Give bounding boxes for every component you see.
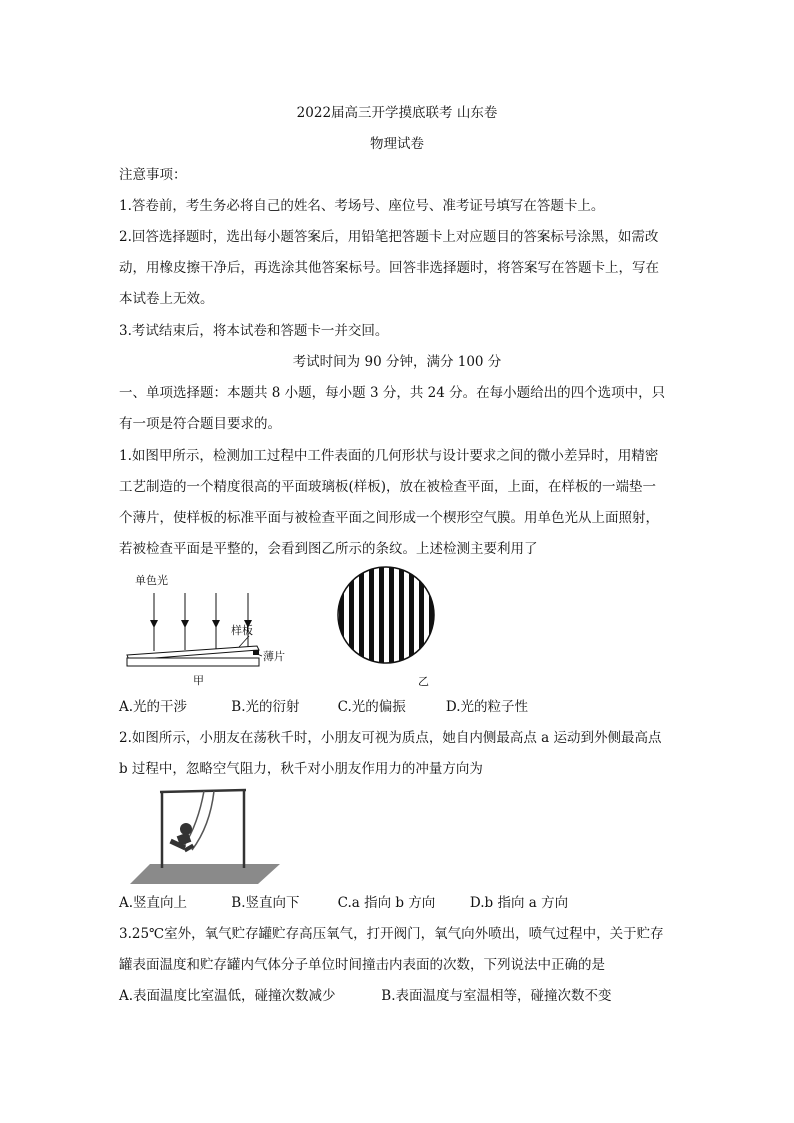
question-text: 罐表面温度和贮存罐内气体分子单位时间撞击内表面的次数，下列说法中正确的是 [119, 957, 605, 973]
notice-item: 2.回答选择题时，选出每小题答案后，用铅笔把答题卡上对应题目的答案标号涂黑，如需改 [119, 229, 659, 245]
label-plate: 样板 [231, 624, 253, 637]
child [169, 823, 194, 852]
question-text: 3.25℃室外，氧气贮存罐贮存高压氧气，打开阀门，氧气向外喷出，喷气过程中，关于贮存 [119, 926, 664, 942]
label-monochrome-light: 单色光 [135, 574, 168, 587]
exam-time: 考试时间为 90 分钟，满分 100 分 [292, 354, 502, 370]
notice-item: 3.考试结束后，将本试卷和答题卡一并交回。 [119, 323, 389, 339]
q1-options [119, 698, 528, 716]
option-b[interactable]: B.表面温度与室温相等，碰撞次数不变 [381, 988, 612, 1004]
option-a[interactable]: A.竖直向上 [119, 895, 188, 911]
test-surface [127, 658, 259, 666]
notice-item: 动，用橡皮擦干净后，再选涂其他答案标号。回答非选择题时，将答案写在答题卡上，写在 [119, 260, 659, 276]
option-b[interactable]: B.光的衍射 [231, 699, 300, 715]
option-d[interactable]: D.光的粒子性 [445, 699, 529, 715]
question-text: 1.如图甲所示，检测加工过程中工件表面的几何形状与设计要求之间的微小差异时，用精密 [119, 448, 659, 464]
light-rays [154, 593, 248, 651]
label-yi: 乙 [418, 675, 429, 688]
figure-swing [126, 784, 286, 886]
question-text: 若被检查平面是平整的，会看到图乙所示的条纹。上述检测主要利用了 [119, 541, 538, 557]
label-sheet: 薄片 [263, 650, 285, 663]
notice-item: 本试卷上无效。 [119, 291, 214, 307]
swing-frame [160, 790, 246, 868]
option-c[interactable]: C.光的偏振 [337, 699, 406, 715]
label-jia: 甲 [193, 674, 204, 687]
q2-options [119, 894, 568, 912]
question-text: 2.如图所示，小朋友在荡秋千时，小朋友可视为质点，她自内侧最高点 a 运动到外侧最高点 [119, 730, 662, 746]
q3-options [119, 987, 612, 1005]
option-d[interactable]: D.b 指向 a 方向 [469, 895, 569, 911]
section-heading: 有一项是符合题目要求的。 [119, 416, 281, 432]
notice-item: 1.答卷前，考生务必将自己的姓名、考场号、座位号、准考证号填写在答题卡上。 [119, 198, 605, 214]
option-a[interactable]: A.光的干涉 [119, 699, 188, 715]
exam-title: 2022届高三开学摸底联考 山东卷 [296, 105, 498, 121]
figure-interference-fringes [336, 563, 446, 689]
question-text: 个薄片，使样板的标准平面与被检查平面之间形成一个楔形空气膜。用单色光从上面照射， [119, 510, 659, 526]
question-text: 工艺制造的一个精度很高的平面玻璃板(样板)，放在被检查平面，上面，在样板的一端垫一 [119, 479, 657, 495]
notice-heading: 注意事项： [119, 167, 187, 183]
option-a[interactable]: A.表面温度比室温低，碰撞次数减少 [119, 988, 336, 1004]
exam-subject: 物理试卷 [370, 136, 424, 152]
figure-wedge-setup [119, 568, 299, 688]
option-c[interactable]: C.a 指向 b 方向 [337, 895, 436, 911]
question-text: b 过程中，忽略空气阻力，秋千对小朋友作用力的冲量方向为 [119, 761, 483, 777]
section-heading: 一、单项选择题：本题共 8 小题，每小题 3 分，共 24 分。在每小题给出的四个选项中，只 [119, 385, 666, 401]
option-b[interactable]: B.竖直向下 [231, 895, 300, 911]
ground [130, 864, 280, 884]
